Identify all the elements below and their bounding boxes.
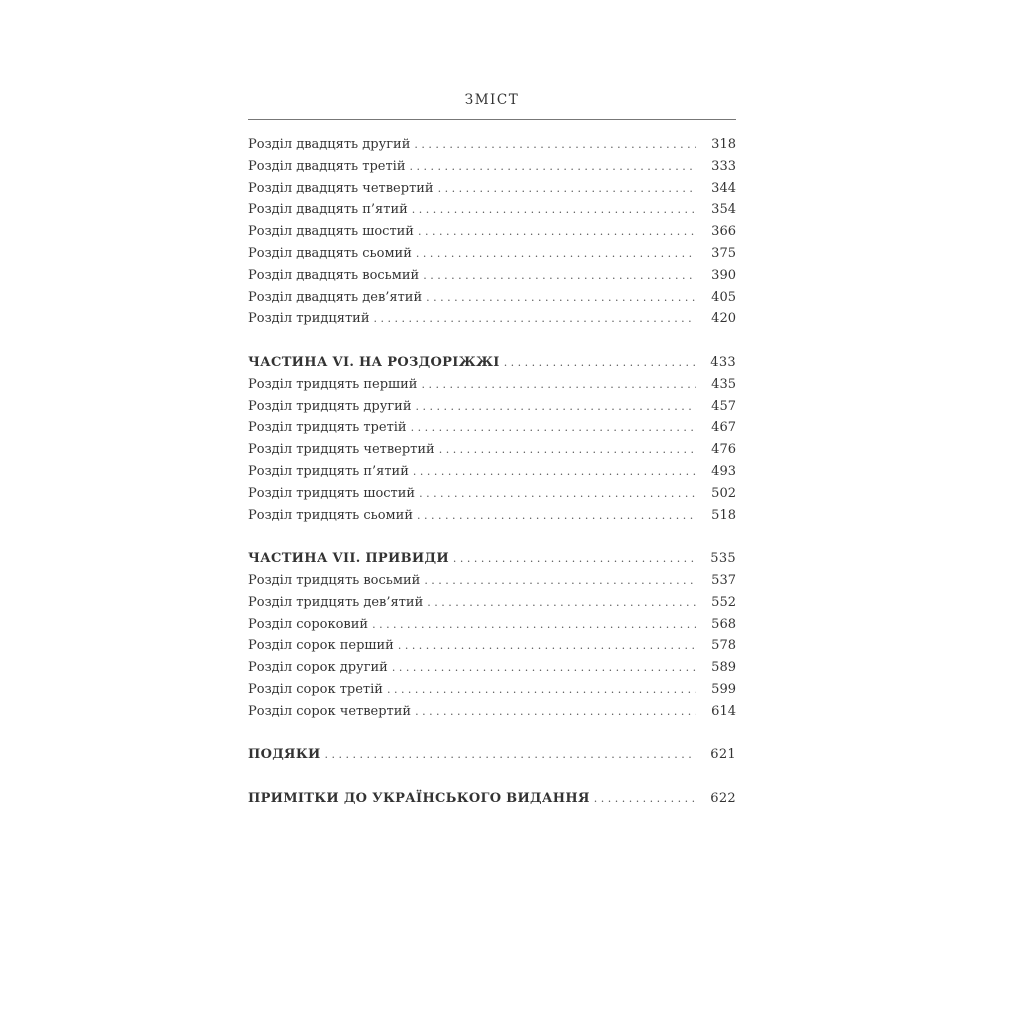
toc-spacer [248, 330, 736, 352]
dot-leader [411, 417, 696, 439]
toc-entry-title: Розділ двадцять четвертий [248, 180, 434, 196]
toc-entry-title: Розділ двадцять дев’ятий [248, 289, 423, 305]
toc-entry-title: Розділ двадцять шостий [248, 224, 414, 240]
toc-page-number: 493 [711, 463, 736, 479]
toc-section-row[interactable] [248, 744, 736, 766]
toc-entry-title: Розділ тридцять шостий [248, 485, 416, 501]
dot-leader [424, 570, 696, 592]
dot-leader [372, 614, 696, 636]
toc-chapter-row[interactable] [248, 701, 736, 723]
toc-entry-title: ЧАСТИНА VII. ПРИВИДИ [248, 551, 449, 567]
toc-section-row[interactable] [248, 548, 736, 570]
toc-chapter-row[interactable] [248, 374, 736, 396]
toc-chapter-row[interactable] [248, 308, 736, 330]
toc-entry-title: Розділ сороковий [248, 616, 369, 632]
dot-leader [439, 439, 696, 461]
toc-page-number: 552 [711, 594, 736, 610]
toc-entry-title: Розділ двадцять п’ятий [248, 202, 408, 218]
toc-chapter-row[interactable] [248, 679, 736, 701]
toc-page-number: 537 [711, 572, 736, 588]
toc-page-number: 344 [711, 180, 736, 196]
toc-page-number: 390 [711, 267, 736, 283]
toc-entry-title: Розділ тридцять восьмий [248, 572, 421, 588]
toc-entry-title: Розділ тридцять перший [248, 376, 418, 392]
toc-chapter-row[interactable] [248, 439, 736, 461]
toc-section-row[interactable] [248, 352, 736, 374]
toc-page-number: 568 [711, 616, 736, 632]
toc-entry-title: Розділ сорок четвертий [248, 703, 412, 719]
toc-page-number: 420 [711, 311, 736, 327]
toc-chapter-row[interactable] [248, 265, 736, 287]
dot-leader [398, 635, 696, 657]
toc-page-number: 433 [710, 354, 736, 370]
toc-entry-title: Розділ тридцять сьомий [248, 507, 413, 523]
toc-page-number: 518 [711, 507, 736, 523]
toc-entry-title: Розділ тридцять четвертий [248, 442, 435, 458]
toc-spacer [248, 526, 736, 548]
toc-entry-title: Розділ двадцять третій [248, 158, 406, 174]
toc-chapter-row[interactable] [248, 243, 736, 265]
toc-chapter-row[interactable] [248, 417, 736, 439]
dot-leader [409, 156, 696, 178]
toc-entry-title: ПОДЯКИ [248, 747, 321, 763]
dot-leader [421, 374, 696, 396]
dot-leader [423, 265, 696, 287]
toc-page-number: 622 [710, 790, 736, 806]
toc-spacer [248, 766, 736, 788]
toc-chapter-row[interactable] [248, 657, 736, 679]
toc-page-number: 614 [711, 703, 736, 719]
toc-page-number: 354 [711, 202, 736, 218]
toc-chapter-row[interactable] [248, 134, 736, 156]
dot-leader [418, 221, 696, 243]
toc-chapter-row[interactable] [248, 156, 736, 178]
toc-entry-title: Розділ сорок перший [248, 638, 394, 654]
toc-entry-title: Розділ тридцятий [248, 311, 370, 327]
toc-page-number: 621 [710, 747, 736, 763]
toc-page-number: 333 [711, 158, 736, 174]
table-of-contents [248, 134, 736, 810]
dot-leader [419, 483, 696, 505]
toc-page-number: 366 [711, 224, 736, 240]
dot-leader [438, 178, 696, 200]
toc-page-number: 375 [711, 245, 736, 261]
toc-entry-title: ЧАСТИНА VI. НА РОЗДОРІЖЖІ [248, 354, 500, 370]
toc-section-row[interactable] [248, 788, 736, 810]
toc-entry-title: Розділ сорок другий [248, 660, 388, 676]
toc-chapter-row[interactable] [248, 614, 736, 636]
dot-leader [414, 134, 696, 156]
dot-leader [415, 396, 696, 418]
dot-leader [412, 199, 696, 221]
toc-page-number: 535 [710, 551, 736, 567]
toc-entry-title: Розділ двадцять сьомий [248, 245, 412, 261]
toc-chapter-row[interactable] [248, 483, 736, 505]
toc-entry-title: ПРИМІТКИ ДО УКРАЇНСЬКОГО ВИДАННЯ [248, 790, 590, 806]
toc-page-number: 435 [711, 376, 736, 392]
toc-chapter-row[interactable] [248, 461, 736, 483]
toc-entry-title: Розділ тридцять другий [248, 398, 412, 414]
toc-chapter-row[interactable] [248, 178, 736, 200]
toc-page-number: 318 [711, 137, 736, 152]
toc-entry-title: Розділ тридцять п’ятий [248, 463, 409, 479]
toc-page-number: 476 [711, 442, 736, 458]
dot-leader [392, 657, 696, 679]
dot-leader [453, 548, 696, 570]
dot-leader [417, 505, 696, 527]
toc-chapter-row[interactable] [248, 287, 736, 309]
toc-chapter-row[interactable] [248, 221, 736, 243]
toc-entry-title: Розділ тридцять третій [248, 420, 407, 436]
dot-leader [594, 788, 696, 810]
dot-leader [387, 679, 696, 701]
toc-chapter-row[interactable] [248, 199, 736, 221]
toc-chapter-row[interactable] [248, 592, 736, 614]
toc-entry-title: Розділ сорок третій [248, 681, 383, 697]
toc-entry-title: Розділ тридцять дев’ятий [248, 594, 424, 610]
dot-leader [504, 352, 696, 374]
toc-page-number: 589 [711, 660, 736, 676]
toc-entry-title: Розділ двадцять другий [248, 137, 411, 152]
header-rule [248, 119, 736, 120]
page-header-title: ЗМІСТ [464, 92, 520, 108]
toc-spacer [248, 723, 736, 745]
dot-leader [416, 243, 696, 265]
dot-leader [415, 701, 696, 723]
toc-page-number: 467 [711, 420, 736, 436]
toc-chapter-row[interactable] [248, 396, 736, 418]
toc-page-number: 457 [711, 398, 736, 414]
toc-page-number: 502 [711, 485, 736, 501]
toc-page-number: 405 [711, 289, 736, 305]
toc-chapter-row[interactable] [248, 570, 736, 592]
dot-leader [325, 744, 696, 766]
toc-page-number: 599 [711, 681, 736, 697]
dot-leader [373, 308, 696, 330]
toc-chapter-row[interactable] [248, 635, 736, 657]
dot-leader [426, 287, 696, 309]
toc-page-number: 578 [711, 638, 736, 654]
toc-chapter-row[interactable] [248, 505, 736, 527]
dot-leader [413, 461, 696, 483]
toc-entry-title: Розділ двадцять восьмий [248, 267, 420, 283]
dot-leader [427, 592, 696, 614]
